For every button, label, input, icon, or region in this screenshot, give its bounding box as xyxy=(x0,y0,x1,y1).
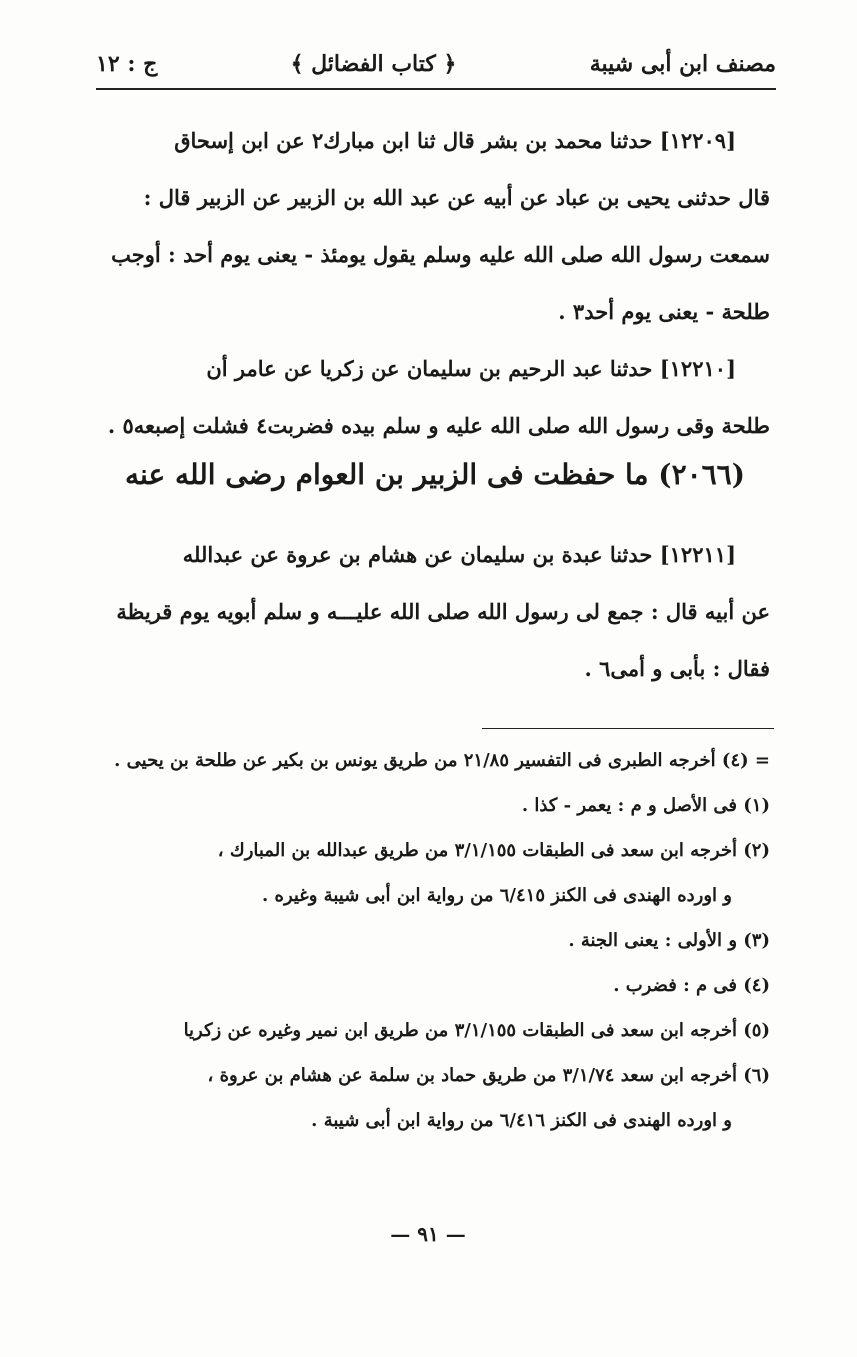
footnote: (١) فى الأصل و م : يعمر - كذا . xyxy=(521,795,770,816)
hadith-paragraph xyxy=(100,112,770,340)
text-line: [١٢٢١٠] حدثنا عبد الرحيم بن سليمان عن زكريا عن عامر أن xyxy=(206,356,736,381)
text-line: [١٢٢١١] حدثنا عبدة بن سليمان عن هشام بن عروة عن عبدالله xyxy=(182,542,736,567)
header-rule xyxy=(96,88,776,90)
page-number: — ٩١ — xyxy=(390,1222,466,1246)
volume-number: ج : ١٢ xyxy=(96,51,158,77)
footnotes xyxy=(100,738,770,1143)
footnote: (٣) و الأولى : يعنى الجنة . xyxy=(568,930,770,951)
footnote: (٥) أخرجه ابن سعد فى الطبقات ٣/١/١٥٥ من طريق ابن نمير وغيره عن زكريا xyxy=(183,1020,770,1041)
footnote: (٦) أخرجه ابن سعد ٣/١/٧٤ من طريق حماد بن سلمة عن هشام بن عروة ، xyxy=(207,1065,770,1086)
text-line: عن أبيه قال : جمع لى رسول الله صلى الله عليـــه و سلم أبويه يوم قريظة xyxy=(116,599,770,624)
running-header xyxy=(96,44,776,84)
footnote: (٤) فى م : فضرب . xyxy=(613,975,770,996)
book-title: مصنف ابن أبى شيبة xyxy=(589,51,776,77)
footnote: (٢) أخرجه ابن سعد فى الطبقات ٣/١/١٥٥ من طريق عبدالله بن المبارك ، xyxy=(217,840,770,861)
footnote: = (٤) أخرجه الطبرى فى التفسير ٢١/٨٥ من طريق يونس بن بكير عن طلحة بن يحيى . xyxy=(114,750,770,771)
section-title: ﴿ كتاب الفضائل ﴾ xyxy=(290,51,457,77)
text-line: طلحة - يعنى يوم أحد٣ . xyxy=(558,299,770,324)
text-line: قال حدثنى يحيى بن عباد عن أبيه عن عبد الله بن الزبير عن الزبير قال : xyxy=(143,185,770,210)
footnote-separator xyxy=(482,728,774,729)
hadith-paragraph xyxy=(100,340,770,454)
footnote-continuation: و اورده الهندى فى الكنز ٦/٤١٥ من رواية ابن أبى شيبة وغيره . xyxy=(261,885,732,906)
text-line: [١٢٢٠٩] حدثنا محمد بن بشر قال ثنا ابن مبارك٢ عن ابن إسحاق xyxy=(174,128,736,153)
text-line: فقال : بأبى و أمى٦ . xyxy=(584,656,770,681)
footnote-continuation: و اورده الهندى فى الكنز ٦/٤١٦ من رواية ابن أبى شيبة . xyxy=(311,1110,732,1131)
chapter-heading: (٢٠٦٦) ما حفظت فى الزبير بن العوام رضى الله عنه xyxy=(125,458,745,491)
text-line: سمعت رسول الله صلى الله عليه وسلم يقول يومئذ - يعنى يوم أحد : أوجب xyxy=(111,242,770,267)
text-line: طلحة وقى رسول الله صلى الله عليه و سلم بيده فضربت٤ فشلت إصبعه٥ . xyxy=(107,413,770,438)
hadith-paragraph xyxy=(100,526,770,697)
